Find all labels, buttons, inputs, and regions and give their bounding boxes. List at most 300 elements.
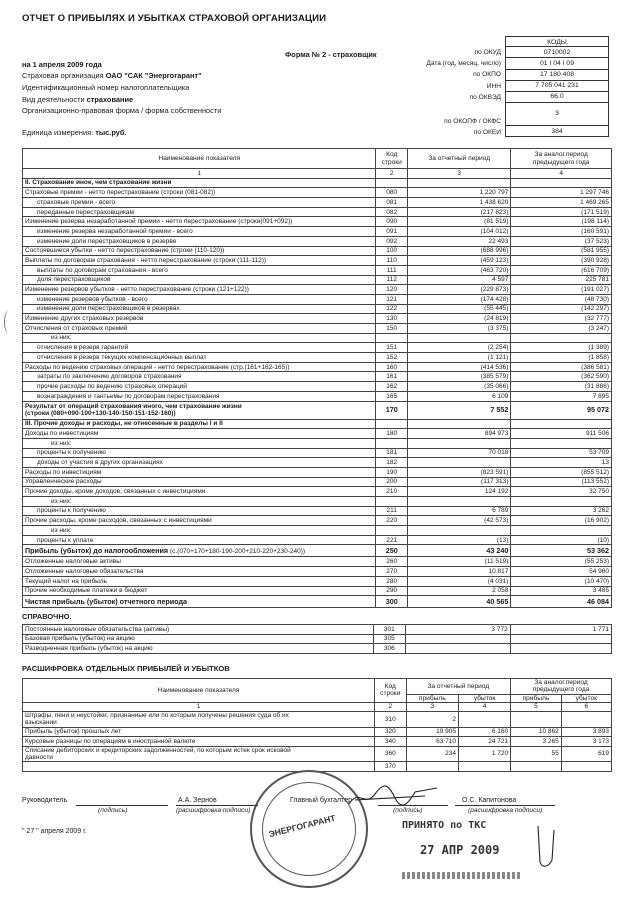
table-row bbox=[23, 487, 612, 497]
row-prev-value bbox=[511, 178, 612, 188]
row-code: 210 bbox=[376, 487, 408, 497]
row-current-value: (4 031) bbox=[408, 576, 511, 586]
br-row-code: 370 bbox=[375, 762, 407, 772]
row-code: 260 bbox=[376, 557, 408, 567]
table-row bbox=[23, 382, 612, 392]
table-row bbox=[23, 178, 612, 188]
row-name: Прочие необходимые платежи в бюджет bbox=[23, 586, 376, 596]
breakdown-table-body bbox=[23, 712, 612, 771]
reference-table bbox=[22, 624, 612, 654]
br-num-1: 1 bbox=[23, 702, 375, 712]
row-prev-value bbox=[511, 526, 612, 536]
row-name-line1: Результат от операций страхования иного, чем страхование жизни bbox=[25, 402, 242, 410]
row-name: Изменение других страховых резервов bbox=[23, 314, 376, 324]
okud-code: 0710002 bbox=[505, 47, 609, 58]
row-name: затраты по заключению договоров страхования bbox=[23, 372, 376, 382]
table-row bbox=[23, 535, 612, 545]
row-prev-value: (386 581) bbox=[511, 362, 612, 372]
row-name: доходы от участия в других организациях bbox=[23, 458, 376, 468]
row-code: 121 bbox=[376, 294, 408, 304]
br-loss-header-prev: убыток bbox=[561, 694, 611, 702]
row-current-value: 22 493 bbox=[408, 236, 511, 246]
row-name: из них: bbox=[23, 497, 376, 507]
row-current-value: 1 438 620 bbox=[408, 198, 511, 208]
legal-form-label: Организационно-правовая форма / форма собственности bbox=[22, 106, 222, 115]
row-current-value: (1 121) bbox=[408, 353, 511, 363]
row-current-value bbox=[408, 178, 511, 188]
row-current-value: 2 058 bbox=[408, 586, 511, 596]
row-name: Расходы по ведению страховых операций - нетто перестрахование (стр.(161+162-165)) bbox=[23, 362, 376, 372]
row-code bbox=[376, 438, 408, 448]
okpo-code: 17 180 408 bbox=[505, 70, 609, 81]
row-code: 200 bbox=[376, 477, 408, 487]
row-prev-value bbox=[511, 419, 612, 429]
unit-label: Единица измерения: bbox=[22, 128, 94, 137]
row-code: 180 bbox=[376, 429, 408, 439]
table-row bbox=[23, 429, 612, 439]
br-row-name: Курсовые разницы по операциям в иностранной валюте bbox=[23, 737, 375, 747]
head-name: А.А. Зернов bbox=[178, 797, 217, 804]
row-current-value: (117 313) bbox=[408, 477, 511, 487]
table-row bbox=[23, 438, 612, 448]
row-current-value: (688 996) bbox=[408, 246, 511, 256]
row-code: 110 bbox=[376, 256, 408, 266]
table-row bbox=[23, 304, 612, 314]
table-row bbox=[23, 391, 612, 401]
br-row-name bbox=[23, 712, 375, 727]
br-row-code: 360 bbox=[375, 746, 407, 761]
row-prev-value: (55 253) bbox=[511, 557, 612, 567]
br-num-6: 6 bbox=[561, 702, 611, 712]
okved-code: 66.0 bbox=[505, 92, 609, 103]
table-row bbox=[23, 477, 612, 487]
br-row-name-line2: давности bbox=[25, 753, 53, 761]
row-current-value: 4 597 bbox=[408, 275, 511, 285]
row-current-value: (81 519) bbox=[408, 217, 511, 227]
row-current-value bbox=[408, 458, 511, 468]
ref-row-code: 301 bbox=[374, 625, 405, 635]
row-name: переданные перестраховщикам bbox=[23, 207, 376, 217]
col-prev-header: За аналог.период предыдущего года bbox=[511, 149, 612, 169]
received-stamp: ПРИНЯТО по ТКС bbox=[402, 820, 487, 831]
br-row-value-l2 bbox=[561, 712, 611, 727]
table-row bbox=[23, 625, 612, 635]
row-name: прочие расходы по ведению страховых операций bbox=[23, 382, 376, 392]
br-row-value-l1 bbox=[459, 762, 511, 772]
ref-row-prev-value: 1 771 bbox=[510, 625, 611, 635]
table-row bbox=[23, 644, 612, 654]
row-current-value: 70 018 bbox=[408, 448, 511, 458]
row-current-value: (104 012) bbox=[408, 227, 511, 237]
row-name: из них: bbox=[23, 333, 376, 343]
table-row bbox=[23, 275, 612, 285]
table-row bbox=[23, 746, 612, 761]
br-row-value-p2 bbox=[511, 762, 562, 772]
br-row-value-l2: 619 bbox=[561, 746, 611, 761]
col-code-header: Код строки bbox=[376, 149, 408, 169]
date-code-label: Дата (год, месяц, число) bbox=[426, 60, 501, 67]
ref-row-name: Разводненная прибыль (убыток) на акцию bbox=[23, 644, 374, 654]
row-code: 181 bbox=[376, 448, 408, 458]
row-name: изменение резервов убытков - всего bbox=[23, 294, 376, 304]
table-row bbox=[23, 343, 612, 353]
br-num-4: 4 bbox=[459, 702, 511, 712]
row-prev-value: (113 552) bbox=[511, 477, 612, 487]
org-line bbox=[22, 72, 202, 80]
table-row bbox=[23, 506, 612, 516]
activity-line bbox=[22, 96, 133, 104]
table-row bbox=[23, 467, 612, 477]
row-name: Отчисления от страховых премий bbox=[23, 324, 376, 334]
head-decode-hint: (расшифровка подписи) bbox=[176, 807, 251, 814]
table-row bbox=[23, 353, 612, 363]
row-current-value bbox=[408, 333, 511, 343]
row-prev-value: (362 590) bbox=[511, 372, 612, 382]
ref-row-code: 306 bbox=[374, 644, 405, 654]
row-prev-value: (616 709) bbox=[511, 265, 612, 275]
row-current-value: 124 192 bbox=[408, 487, 511, 497]
row-prev-value: 3 262 bbox=[511, 506, 612, 516]
br-row-value-l1: 6 160 bbox=[459, 727, 511, 737]
table-row bbox=[23, 586, 612, 596]
table-row bbox=[23, 458, 612, 468]
table-row bbox=[23, 727, 612, 737]
row-code: 120 bbox=[376, 285, 408, 295]
row-current-value bbox=[408, 419, 511, 429]
row-name-main: Прибыль (убыток) до налогообложения bbox=[25, 545, 169, 555]
ref-row-prev-value bbox=[510, 644, 611, 654]
br-row-value-p2: 10 862 bbox=[511, 727, 562, 737]
okopf-code: 3 bbox=[505, 103, 609, 126]
br-row-name-line2: взыскании bbox=[25, 719, 57, 727]
row-prev-value: 13 bbox=[511, 458, 612, 468]
report-date: на 1 апреля 2009 года bbox=[22, 60, 102, 69]
br-row-value-p1: 63 710 bbox=[406, 737, 458, 747]
row-code: 100 bbox=[376, 246, 408, 256]
row-name: Прочие доходы, кроме доходов, связанных с инвестициями bbox=[23, 487, 376, 497]
br-row-name bbox=[23, 762, 375, 772]
table-row bbox=[23, 256, 612, 266]
unit-value: тыс.руб. bbox=[95, 128, 127, 137]
date-code: 01 I 04 I 09 bbox=[505, 58, 609, 69]
row-prev-value: (390 928) bbox=[511, 256, 612, 266]
col-num-2: 2 bbox=[376, 169, 408, 179]
row-current-value bbox=[408, 438, 511, 448]
row-name: II. Страхование иное, чем страхование жизни bbox=[23, 178, 376, 188]
row-code bbox=[376, 419, 408, 429]
row-name: Чистая прибыль (убыток) отчетного периода bbox=[23, 596, 376, 608]
row-current-value: (229 873) bbox=[408, 285, 511, 295]
okei-label: по ОКЕИ bbox=[473, 129, 501, 136]
br-row-value-l2: 3 893 bbox=[561, 727, 611, 737]
received-initials bbox=[534, 822, 560, 872]
accountant-label: Главный бухгалтер bbox=[290, 797, 352, 804]
row-current-value: (3 375) bbox=[408, 324, 511, 334]
table-row bbox=[23, 207, 612, 217]
br-row-name-line1: Штрафы, пени и неустойки, признанные или по которым получены решения суда об их bbox=[25, 712, 289, 720]
row-prev-value: (160 591) bbox=[511, 227, 612, 237]
org-label: Страховая организация bbox=[22, 71, 104, 80]
row-prev-value: 32 750 bbox=[511, 487, 612, 497]
row-prev-value: (3 247) bbox=[511, 324, 612, 334]
table-row bbox=[23, 372, 612, 382]
row-prev-value: 53 362 bbox=[511, 545, 612, 557]
col-num-1: 1 bbox=[23, 169, 376, 179]
br-row-value-l1: 1 720 bbox=[459, 746, 511, 761]
table-row bbox=[23, 448, 612, 458]
row-code: 091 bbox=[376, 227, 408, 237]
row-code: 160 bbox=[376, 362, 408, 372]
row-current-value: 1 220 797 bbox=[408, 188, 511, 198]
codes-title: КОДЫ bbox=[505, 36, 609, 47]
table-row bbox=[23, 285, 612, 295]
row-name: изменение доли перестраховщиков в резервах bbox=[23, 304, 376, 314]
row-code: 270 bbox=[376, 567, 408, 577]
row-code: 092 bbox=[376, 236, 408, 246]
ref-row-code: 305 bbox=[374, 634, 405, 644]
ref-row-current-value bbox=[405, 634, 510, 644]
row-name: изменение доли перестраховщиков в резерве bbox=[23, 236, 376, 246]
table-row bbox=[23, 236, 612, 246]
br-row-value-l1 bbox=[459, 712, 511, 727]
received-stamp-bottom bbox=[402, 872, 522, 879]
br-row-value-p1: 234 bbox=[406, 746, 458, 761]
row-name: изменение резерва незаработанной премии - всего bbox=[23, 227, 376, 237]
row-prev-value bbox=[511, 497, 612, 507]
row-name: Выплаты по договорам страхования - нетто перестрахование (строки (111-112)) bbox=[23, 256, 376, 266]
table-row bbox=[23, 324, 612, 334]
row-code bbox=[376, 497, 408, 507]
row-name: из них: bbox=[23, 438, 376, 448]
row-current-value: 894 973 bbox=[408, 429, 511, 439]
row-current-value: (217 823) bbox=[408, 207, 511, 217]
row-code: 220 bbox=[376, 516, 408, 526]
row-current-value: (2 254) bbox=[408, 343, 511, 353]
punch-hole-mark bbox=[4, 310, 14, 334]
row-code: 161 bbox=[376, 372, 408, 382]
row-name-line2: (строки (080+090-100+130-140-150-151-152-160)) bbox=[25, 410, 176, 417]
row-prev-value: 3 485 bbox=[511, 586, 612, 596]
row-name: Состоявшиеся убытки - нетто перестрахование (строки (110-120)) bbox=[23, 246, 376, 256]
seal-name: ЭНЕРГОГАРАНТ bbox=[267, 812, 337, 840]
table-row bbox=[23, 737, 612, 747]
br-row-value-p1: 19 905 bbox=[406, 727, 458, 737]
table-row bbox=[23, 217, 612, 227]
row-code: 211 bbox=[376, 506, 408, 516]
row-code: 152 bbox=[376, 353, 408, 363]
table-row bbox=[23, 188, 612, 198]
row-current-value: 43 240 bbox=[408, 545, 511, 557]
row-current-value bbox=[408, 526, 511, 536]
row-code: 190 bbox=[376, 467, 408, 477]
br-profit-header-prev: прибыль bbox=[511, 694, 562, 702]
row-name: доля перестраховщиков bbox=[23, 275, 376, 285]
row-name: страховые премии - всего bbox=[23, 198, 376, 208]
row-code: 280 bbox=[376, 576, 408, 586]
reference-table-body bbox=[23, 625, 612, 654]
br-row-value-p2: 3 265 bbox=[511, 737, 562, 747]
row-name: Изменение резервов убытков - нетто перестрахование (строки (121+122)) bbox=[23, 285, 376, 295]
accountant-name: О.С. Капитонова bbox=[462, 797, 517, 804]
br-current-header: За отчетный период bbox=[406, 679, 511, 695]
table-row bbox=[23, 545, 612, 557]
row-current-value: (174 428) bbox=[408, 294, 511, 304]
row-name bbox=[23, 545, 376, 557]
row-code: 130 bbox=[376, 314, 408, 324]
row-code: 082 bbox=[376, 207, 408, 217]
row-prev-value: (10) bbox=[511, 535, 612, 545]
row-prev-value: 95 072 bbox=[511, 401, 612, 419]
br-row-code: 310 bbox=[375, 712, 407, 727]
reference-title: СПРАВОЧНО. bbox=[22, 612, 72, 621]
row-name: проценты к получению bbox=[23, 448, 376, 458]
form-number: Форма № 2 - страховщик bbox=[285, 50, 377, 59]
activity-value: страхование bbox=[86, 95, 134, 104]
row-name: Страховые премии - нетто перестрахование (строки (081-082)) bbox=[23, 188, 376, 198]
sign-date: " 27 " апреля 2009 г. bbox=[22, 828, 87, 835]
row-name: Текущий налог на прибыль bbox=[23, 576, 376, 586]
okpo-label: по ОКПО bbox=[473, 71, 501, 78]
table-row bbox=[23, 198, 612, 208]
br-row-name bbox=[23, 746, 375, 761]
row-current-value: (385 579) bbox=[408, 372, 511, 382]
row-current-value: 6 109 bbox=[408, 391, 511, 401]
row-code: 162 bbox=[376, 382, 408, 392]
table-row bbox=[23, 712, 612, 727]
row-code: 150 bbox=[376, 324, 408, 334]
col-num-4: 4 bbox=[511, 169, 612, 179]
head-sign-hint: (подпись) bbox=[98, 807, 128, 814]
row-name: Отложенные налоговые активы bbox=[23, 557, 376, 567]
row-code bbox=[376, 333, 408, 343]
row-name: проценты к уплате bbox=[23, 535, 376, 545]
br-profit-header-cur: прибыль bbox=[406, 694, 458, 702]
row-prev-value: (198 114) bbox=[511, 217, 612, 227]
row-prev-value: 7 895 bbox=[511, 391, 612, 401]
table-row bbox=[23, 294, 612, 304]
br-row-value-l1: 24 721 bbox=[459, 737, 511, 747]
row-code: 111 bbox=[376, 265, 408, 275]
row-prev-value: (1 389) bbox=[511, 343, 612, 353]
row-name: Отложенные налоговые обязательства bbox=[23, 567, 376, 577]
br-row-value-p1 bbox=[406, 762, 458, 772]
table-row bbox=[23, 401, 612, 419]
row-prev-value: (191 027) bbox=[511, 285, 612, 295]
br-num-3: 3 bbox=[406, 702, 458, 712]
row-current-value: (35 066) bbox=[408, 382, 511, 392]
br-num-5: 5 bbox=[511, 702, 562, 712]
row-code: 122 bbox=[376, 304, 408, 314]
row-name: вознаграждения и тантьемы по договорам перестрахования bbox=[23, 391, 376, 401]
row-code: 221 bbox=[376, 535, 408, 545]
table-row bbox=[23, 362, 612, 372]
row-prev-value: 1 469 265 bbox=[511, 198, 612, 208]
row-prev-value: (10 470) bbox=[511, 576, 612, 586]
col-num-3: 3 bbox=[408, 169, 511, 179]
table-row bbox=[23, 246, 612, 256]
row-name: из них: bbox=[23, 526, 376, 536]
row-code: 080 bbox=[376, 188, 408, 198]
row-name: Расходы по инвестициям bbox=[23, 467, 376, 477]
br-row-value-p1: 2 bbox=[406, 712, 458, 727]
br-row-code: 320 bbox=[375, 727, 407, 737]
accountant-decode-hint: (расшифровка подписи) bbox=[468, 807, 543, 814]
row-current-value: (42 573) bbox=[408, 516, 511, 526]
row-name: Управленческие расходы bbox=[23, 477, 376, 487]
row-prev-value: 225 781 bbox=[511, 275, 612, 285]
col-current-header: За отчетный период bbox=[408, 149, 511, 169]
row-current-value bbox=[408, 497, 511, 507]
head-sign-line bbox=[76, 805, 168, 806]
row-prev-value: (16 902) bbox=[511, 516, 612, 526]
table-row bbox=[23, 567, 612, 577]
row-prev-value: (48 730) bbox=[511, 294, 612, 304]
breakdown-title: РАСШИФРОВКА ОТДЕЛЬНЫХ ПРИБЫЛЕЙ И УБЫТКОВ bbox=[22, 664, 230, 673]
activity-label: Вид деятельности bbox=[22, 95, 85, 104]
br-row-code: 340 bbox=[375, 737, 407, 747]
inn-code-label: ИНН bbox=[486, 83, 501, 90]
row-code: 112 bbox=[376, 275, 408, 285]
table-row bbox=[23, 557, 612, 567]
okved-label: по ОКВЭД bbox=[469, 94, 501, 101]
br-name-header: Наименование показателя bbox=[23, 679, 375, 703]
row-current-value: (459 123) bbox=[408, 256, 511, 266]
row-code bbox=[376, 526, 408, 536]
table-row bbox=[23, 634, 612, 644]
br-row-value-p2: 55 bbox=[511, 746, 562, 761]
row-prev-value: (31 886) bbox=[511, 382, 612, 392]
main-table-body bbox=[23, 178, 612, 608]
row-name: выплаты по договорам страхования - всего bbox=[23, 265, 376, 275]
unit-line bbox=[22, 129, 126, 137]
row-prev-value: (581 955) bbox=[511, 246, 612, 256]
row-name: Изменение резерва незаработанной премии - нетто перестрахование (строки(091+092)) bbox=[23, 217, 376, 227]
row-code: 290 bbox=[376, 586, 408, 596]
row-prev-value: 54 960 bbox=[511, 567, 612, 577]
table-row bbox=[23, 576, 612, 586]
table-row bbox=[23, 497, 612, 507]
row-current-value: 7 552 bbox=[408, 401, 511, 419]
main-table bbox=[22, 148, 612, 608]
br-row-name: Прибыль (убыток) прошлых лет bbox=[23, 727, 375, 737]
row-code: 081 bbox=[376, 198, 408, 208]
row-prev-value bbox=[511, 333, 612, 343]
breakdown-table bbox=[22, 678, 612, 772]
inn-label: Идентификационный номер налогоплательщика bbox=[22, 83, 190, 92]
head-name-line bbox=[176, 805, 258, 806]
row-current-value: (414 536) bbox=[408, 362, 511, 372]
br-row-name-line1: Списание дебиторских и кредиторских задолженностей, по которым истек срок исковой bbox=[25, 746, 291, 754]
row-code: 165 bbox=[376, 391, 408, 401]
row-current-value: (13) bbox=[408, 535, 511, 545]
row-code: 090 bbox=[376, 217, 408, 227]
row-prev-value: 53 709 bbox=[511, 448, 612, 458]
report-title: ОТЧЕТ О ПРИБЫЛЯХ И УБЫТКАХ СТРАХОВОЙ ОРГАНИЗАЦИИ bbox=[22, 13, 327, 24]
row-current-value: (24 819) bbox=[408, 314, 511, 324]
row-name: проценты к получению bbox=[23, 506, 376, 516]
row-code: 300 bbox=[376, 596, 408, 608]
row-prev-value: 911 506 bbox=[511, 429, 612, 439]
ref-row-current-value: 3 772 bbox=[405, 625, 510, 635]
row-prev-value: (32 777) bbox=[511, 314, 612, 324]
table-row bbox=[23, 419, 612, 429]
okei-code: 384 bbox=[505, 126, 609, 137]
ref-row-name: Постоянные налоговые обязательства (активы) bbox=[23, 625, 374, 635]
row-name: отчисления в резерв текущих компенсационных выплат bbox=[23, 353, 376, 363]
row-name: Прочие расходы, кроме расходов, связанных с инвестициями bbox=[23, 516, 376, 526]
col-name-header: Наименование показателя bbox=[23, 149, 376, 169]
row-current-value: (463 720) bbox=[408, 265, 511, 275]
